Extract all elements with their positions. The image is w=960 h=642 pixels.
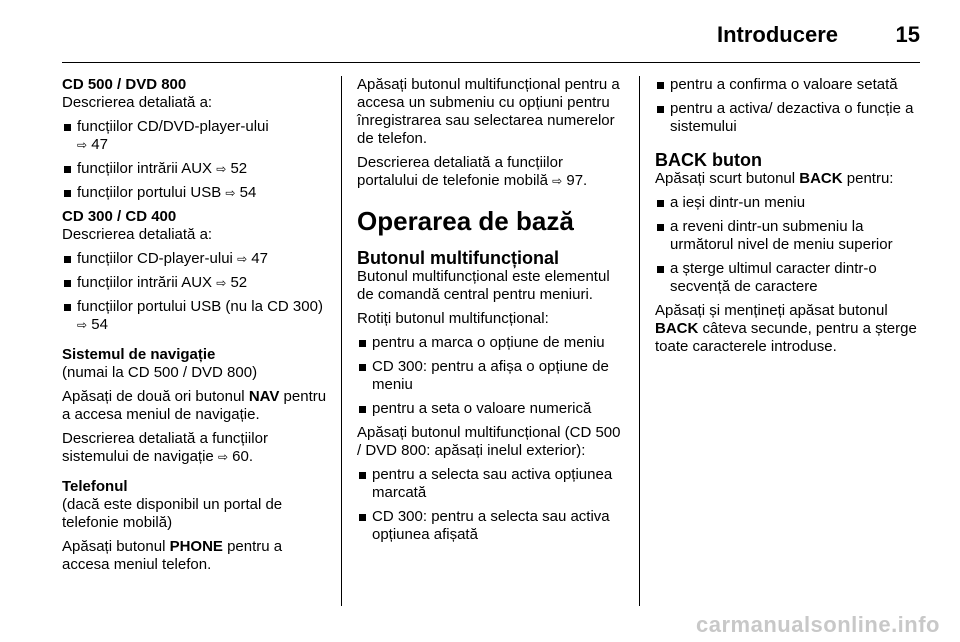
back-long-press: Apăsați și mențineți apăsat butonul BACK câteva secunde, pentru a șterge toate caracterele introduse. xyxy=(655,302,917,355)
navigation-note: (numai la CD 500 / DVD 800) xyxy=(62,364,258,381)
list-item: pentru a confirma o valoare setată xyxy=(655,76,923,94)
multifunction-description: Butonul multifuncțional este elementul de comandă central pentru meniuri. xyxy=(357,268,610,303)
page-title: Introducere xyxy=(716,22,838,47)
page-ref: 60. xyxy=(232,448,254,465)
phone-submenu-text: Apăsați butonul multifuncțional pentru a accesa un submeniu cu opțiuni pentru înregistrarea sau selectarea numerelor de telefon. xyxy=(357,76,620,147)
page-header xyxy=(62,12,920,63)
list-item: pentru a seta o valoare numerică xyxy=(357,400,625,418)
rotate-intro: Rotiți butonul multifuncțional: xyxy=(357,310,549,327)
page-number: 15 xyxy=(895,22,920,47)
list-item: CD 300: pentru a afișa o opțiune de meniu xyxy=(357,358,625,394)
column-divider xyxy=(639,76,640,606)
list-item: pentru a marca o opțiune de meniu xyxy=(357,334,625,352)
phone-portal-reference: Descrierea detaliată a funcțiilor portalului de telefonie mobilă ⇨ 97. xyxy=(357,154,588,189)
page-ref: 47 xyxy=(251,250,268,267)
cd500-list xyxy=(62,118,330,202)
subheading-cd500: CD 500 / DVD 800 xyxy=(62,76,187,93)
list-item: pentru a activa/ dezactiva o funcție a sistemului xyxy=(655,100,923,136)
press-list xyxy=(357,466,625,544)
list-item: funcțiilor CD-player-ului ⇨ 47 xyxy=(62,250,330,268)
arrow-reference-icon: ⇨ xyxy=(77,318,88,332)
list-item: funcțiilor portului USB ⇨ 54 xyxy=(62,184,330,202)
watermark: carmanualsonline.info xyxy=(696,612,940,637)
page-ref: 47 xyxy=(91,136,108,153)
arrow-reference-icon: ⇨ xyxy=(225,186,236,200)
list-item: a ieși dintr-un meniu xyxy=(655,194,923,212)
press-intro: Apăsați butonul multifuncțional (CD 500 / DVD 800: apăsați inelul exterior): xyxy=(357,424,621,459)
column-right xyxy=(655,76,923,362)
list-item: a șterge ultimul caracter dintr-o secvență de caractere xyxy=(655,260,923,296)
list-item: CD 300: pentru a selecta sau activa opțiunea afișată xyxy=(357,508,625,544)
arrow-reference-icon: ⇨ xyxy=(552,174,563,188)
list-item: funcțiilor portului USB (nu la CD 300) ⇨ 54 xyxy=(62,298,330,334)
navigation-instruction: Apăsați de două ori butonul NAV pentru a accesa meniul de navigație. xyxy=(62,388,327,423)
subheading-phone: Telefonul xyxy=(62,478,128,495)
list-item: funcțiilor intrării AUX ⇨ 52 xyxy=(62,160,330,178)
press-list-continued xyxy=(655,76,923,136)
key-back: BACK xyxy=(655,320,699,337)
column-divider xyxy=(341,76,342,606)
arrow-reference-icon: ⇨ xyxy=(237,252,248,266)
list-item: a reveni dintr-un submeniu la următorul nivel de meniu superior xyxy=(655,218,923,254)
page-ref: 54 xyxy=(239,184,257,201)
column-middle xyxy=(357,76,625,550)
subheading-navigation: Sistemul de navigație xyxy=(62,346,216,363)
back-short-press: Apăsați scurt butonul BACK pentru: xyxy=(655,170,894,187)
key-nav: NAV xyxy=(248,388,280,405)
arrow-reference-icon: ⇨ xyxy=(77,138,88,152)
page-ref: 52 xyxy=(230,274,248,291)
rotate-list xyxy=(357,334,625,418)
phone-note: (dacă este disponibil un portal de telefonie mobilă) xyxy=(62,496,283,531)
arrow-reference-icon: ⇨ xyxy=(216,276,227,290)
navigation-reference: Descrierea detaliată a funcțiilor sistemului de navigație ⇨ 60. xyxy=(62,430,268,465)
heading-multifunction-button: Butonul multifuncțional xyxy=(357,248,559,268)
key-back: BACK xyxy=(799,170,843,187)
section-heading: Operarea de bază xyxy=(357,206,574,236)
list-item: funcțiilor intrării AUX ⇨ 52 xyxy=(62,274,330,292)
back-list xyxy=(655,194,923,296)
key-phone: PHONE xyxy=(169,538,223,555)
page-ref: 54 xyxy=(91,316,108,333)
arrow-reference-icon: ⇨ xyxy=(216,162,227,176)
page-ref: 97. xyxy=(566,172,588,189)
cd300-list xyxy=(62,250,330,334)
cd500-intro: Descrierea detaliată a: xyxy=(62,94,213,111)
cd300-intro: Descrierea detaliată a: xyxy=(62,226,213,243)
column-left xyxy=(62,76,330,580)
phone-instruction: Apăsați butonul PHONE pentru a accesa meniul telefon. xyxy=(62,538,283,573)
subheading-cd300: CD 300 / CD 400 xyxy=(62,208,177,225)
list-item: pentru a selecta sau activa opțiunea marcată xyxy=(357,466,625,502)
arrow-reference-icon: ⇨ xyxy=(217,450,228,464)
heading-back-button: BACK buton xyxy=(655,150,762,170)
list-item: funcțiilor CD/DVD-player-ului ⇨ 47 xyxy=(62,118,330,154)
page-ref: 52 xyxy=(230,160,248,177)
